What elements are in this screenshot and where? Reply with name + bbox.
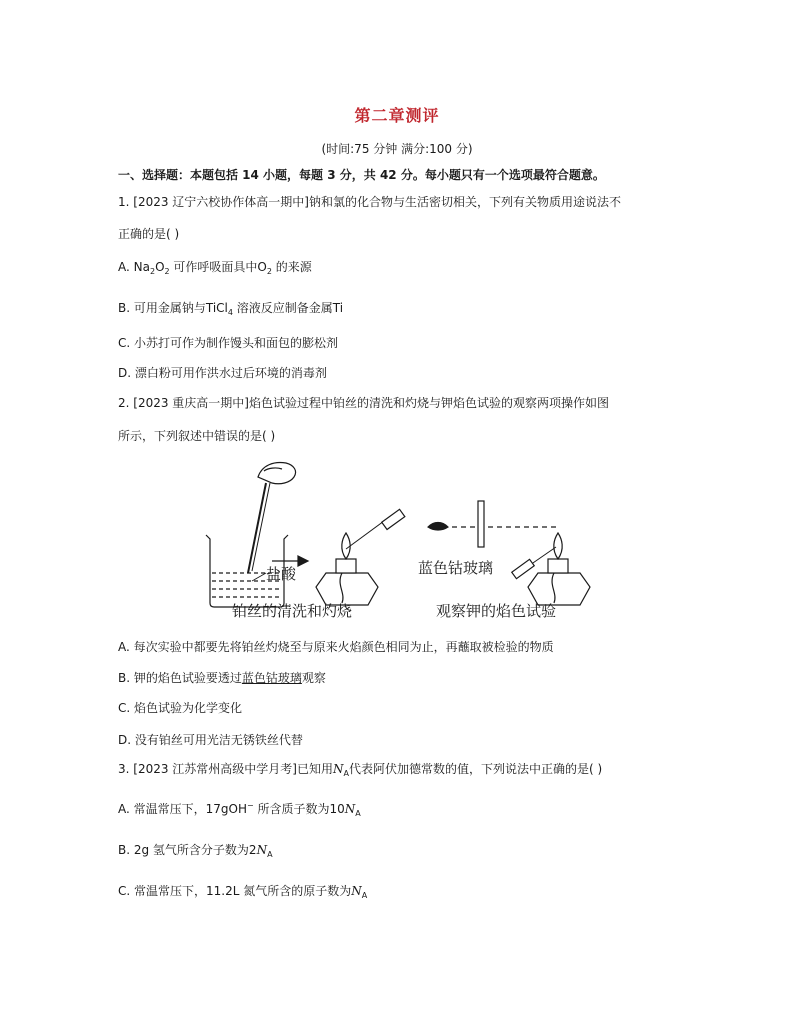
cobalt-glass-label: 蓝色钴玻璃	[418, 559, 494, 577]
arrow-icon	[298, 556, 308, 566]
q1-option-c: C. 小苏打可作为制作馒头和面包的膨松剂	[118, 336, 339, 350]
flame-test-figure	[196, 455, 592, 625]
q2-stem-line1: 2. [2023 重庆高一期中]焰色试验过程中铂丝的清洗和灼烧与钾焰色试验的观察两项操作如图	[118, 396, 609, 410]
q1-option-b: B. 可用金属钠与TiCl$_4$ 溶液反应制备金属Ti	[118, 301, 344, 317]
platinum-wire	[248, 483, 266, 573]
q3-option-b: B. 2g 氢气所含分子数为$2N_A$	[118, 843, 273, 859]
cobalt-glass	[478, 501, 484, 547]
q1-stem-line2: 正确的是( )	[118, 227, 180, 241]
alcohol-lamp-left	[316, 533, 378, 605]
eye-icon	[428, 523, 448, 531]
q1-option-a: A. $Na_2O_2$ 可作呼吸面具中$O_2$ 的来源	[118, 260, 312, 276]
caption-left: 铂丝的清洗和灼烧	[232, 602, 353, 620]
q3-option-a: A. 常温常压下，17gOH− 所含质子数为$10N_A$	[118, 801, 361, 818]
q2-option-a: A. 每次实验中都要先将铂丝灼烧至与原来火焰颜色相同为止，再蘸取被检验的物质	[118, 640, 554, 654]
q2-option-c: C. 焰色试验为化学变化	[118, 701, 243, 715]
page-title: 第二章测评	[354, 106, 440, 125]
q1-stem-line1: 1. [2023 辽宁六校协作体高一期中]钠和氯的化合物与生活密切相关，下列有关物质用途说法不	[118, 195, 621, 209]
section-heading: 一、选择题：本题包括 14 小题，每题 3 分，共 42 分。每小题只有一个选项最符合题意。	[118, 168, 605, 182]
q2-option-d: D. 没有铂丝可用光洁无锈铁丝代替	[118, 733, 303, 747]
q2-stem-line2: 所示，下列叙述中错误的是( )	[118, 429, 276, 443]
q3-option-c: C. 常温常压下，11.2L 氮气所含的原子数为$N_A$	[118, 884, 368, 900]
hand-icon	[258, 463, 296, 484]
q3-stem: 3. [2023 江苏常州高级中学月考]已知用$N_A$代表阿伏加德常数的值，下列说法中正确的是( )	[118, 762, 603, 778]
q2-option-b: B. 钾的焰色试验要透过蓝色钴玻璃观察	[118, 671, 326, 685]
exam-subtitle: (时间:75 分钟 满分:100 分)	[321, 142, 473, 156]
alcohol-lamp-right	[528, 533, 590, 605]
caption-right: 观察钾的焰色试验	[436, 602, 557, 620]
q1-option-d: D. 漂白粉可用作洪水过后环境的消毒剂	[118, 366, 327, 380]
hcl-label: 盐酸	[266, 565, 297, 583]
